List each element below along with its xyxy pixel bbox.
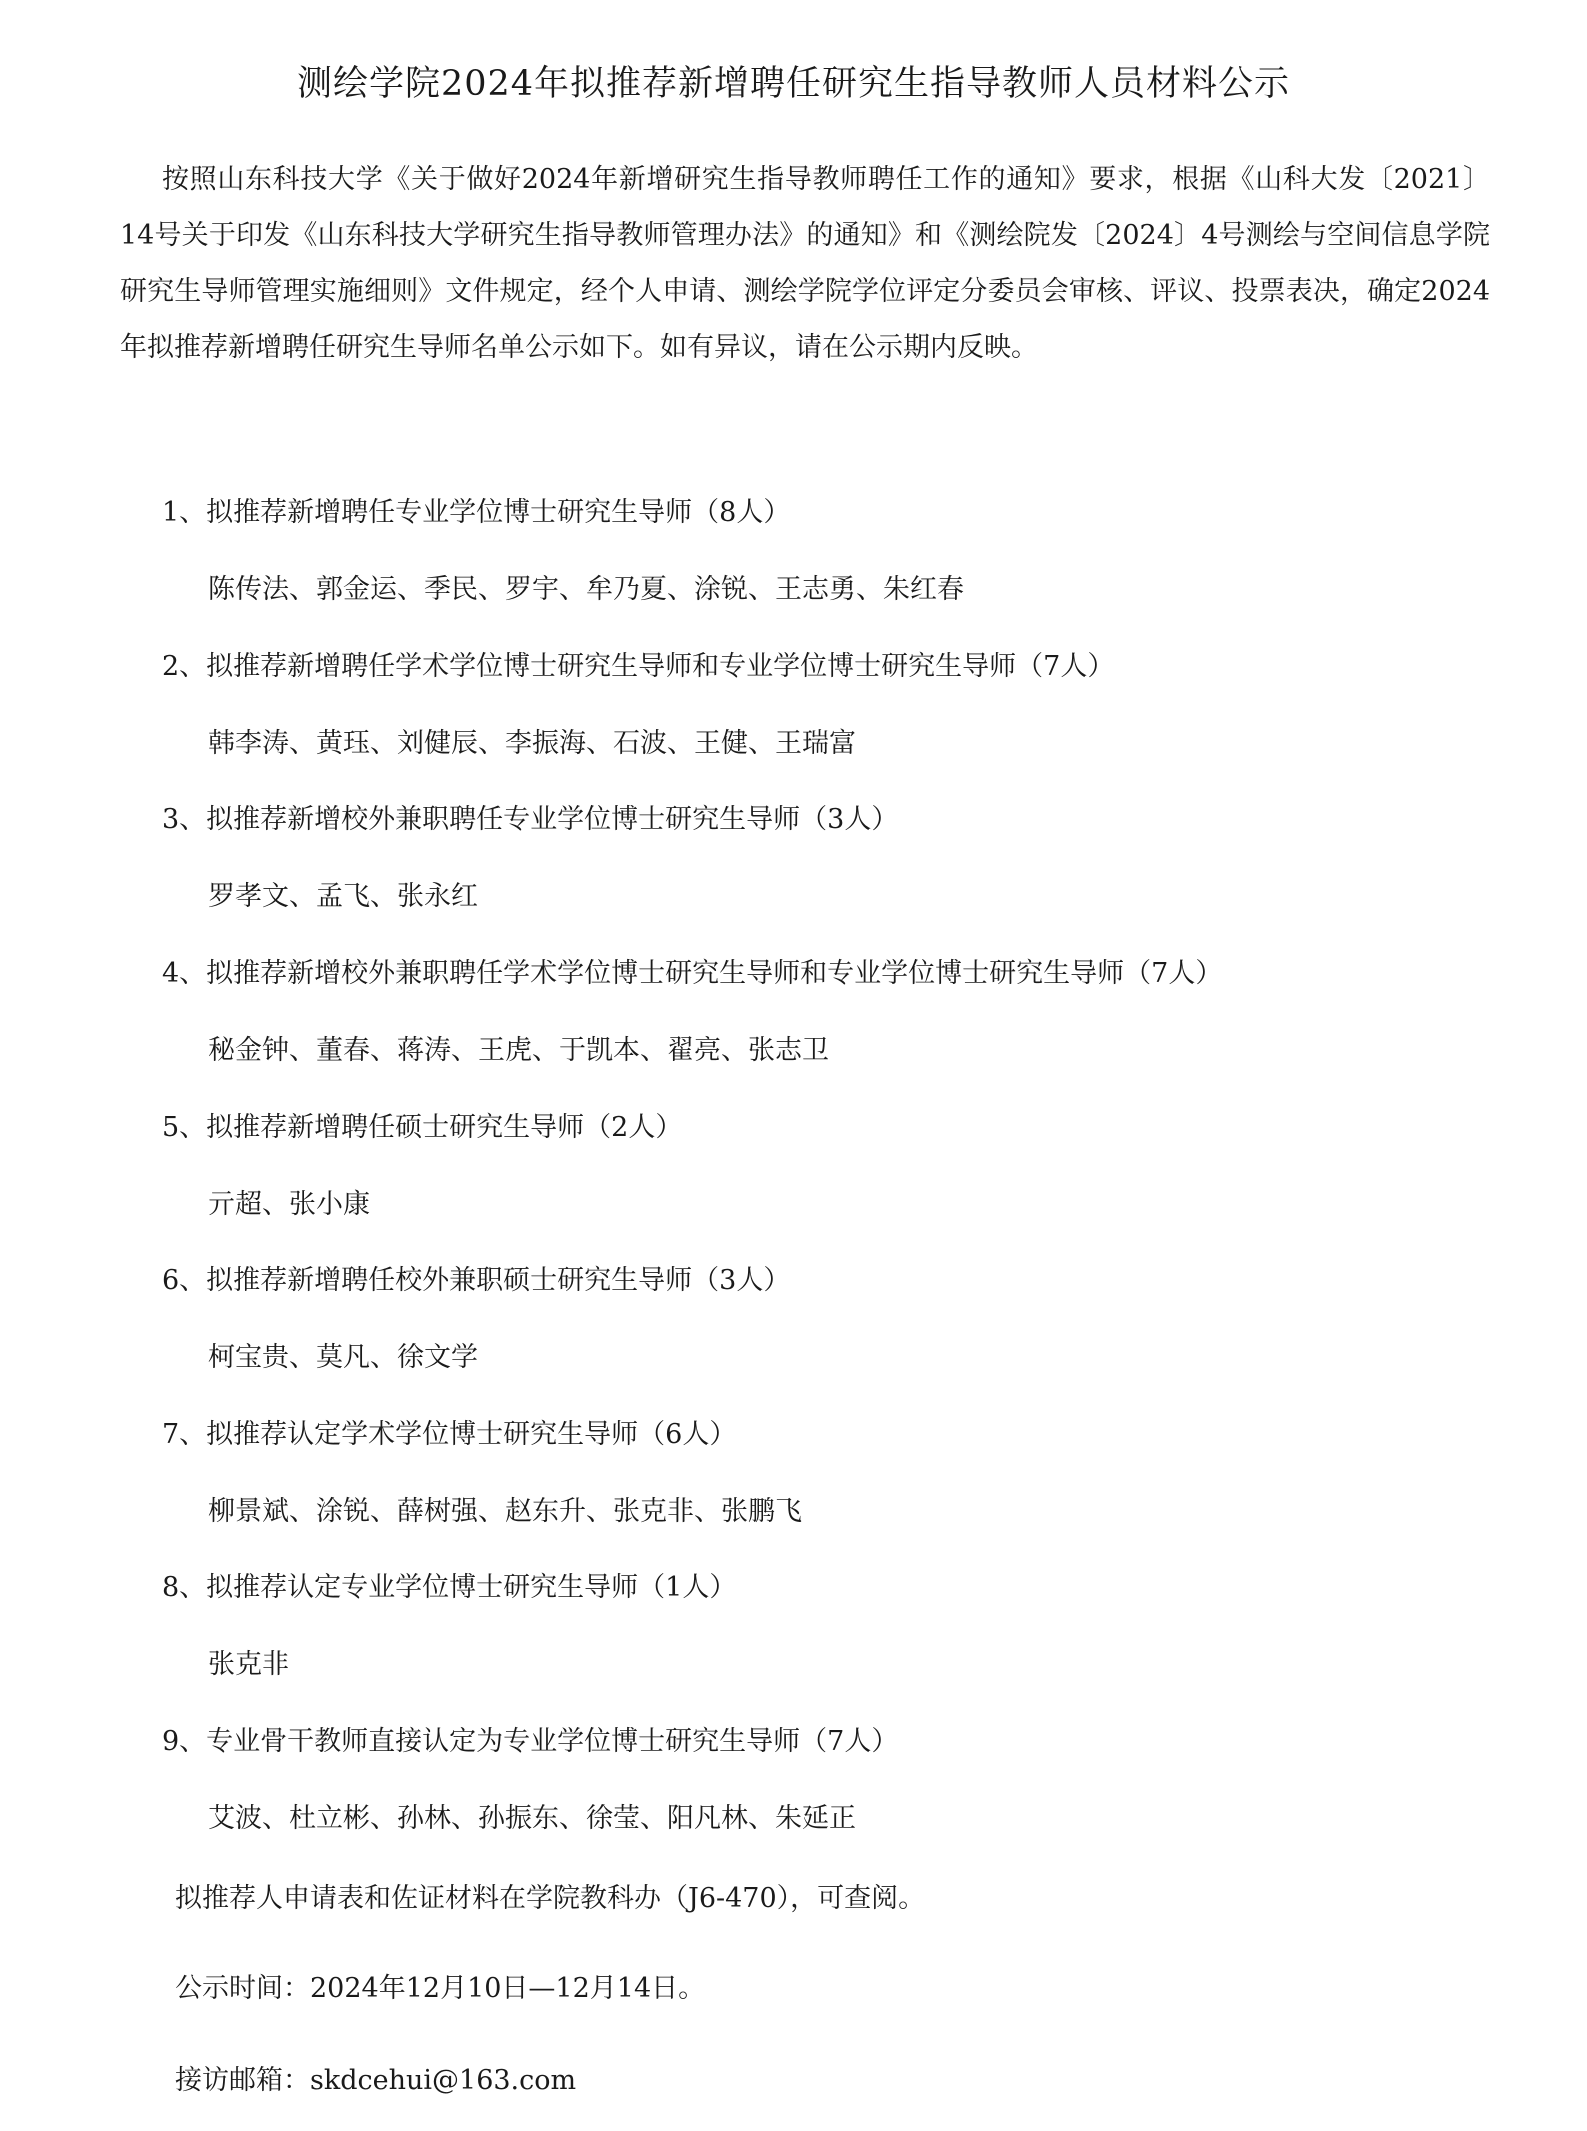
list-item-heading: 4、拟推荐新增校外兼职聘任学术学位博士研究生导师和专业学位博士研究生导师（7人） [162, 958, 1223, 989]
list-item-heading: 7、拟推荐认定学术学位博士研究生导师（6人） [162, 1419, 737, 1450]
list-item-names: 秘金钟、董春、蒋涛、王虎、于凯本、翟亮、张志卫 [208, 1035, 829, 1066]
list-item-heading: 8、拟推荐认定专业学位博士研究生导师（1人） [162, 1572, 737, 1603]
list-item-heading: 3、拟推荐新增校外兼职聘任专业学位博士研究生导师（3人） [162, 804, 899, 835]
list-item-names: 韩李涛、黄珏、刘健辰、李振海、石波、王健、王瑞富 [208, 728, 856, 759]
list-item-names: 柯宝贵、莫凡、徐文学 [208, 1342, 478, 1373]
list-item-heading: 9、专业骨干教师直接认定为专业学位博士研究生导师（7人） [162, 1726, 899, 1757]
list-item-heading: 6、拟推荐新增聘任校外兼职硕士研究生导师（3人） [162, 1265, 791, 1296]
notice-time: 公示时间：2024年12月10日—12月14日。 [175, 1973, 706, 2004]
list-item-heading: 5、拟推荐新增聘任硕士研究生导师（2人） [162, 1112, 683, 1143]
materials-note: 拟推荐人申请表和佐证材料在学院教科办（J6-470），可查阅。 [175, 1883, 926, 1914]
list-item-heading: 1、拟推荐新增聘任专业学位博士研究生导师（8人） [162, 497, 791, 528]
contact-email: 接访邮箱：skdcehui@163.com [175, 2065, 577, 2096]
list-item-names: 柳景斌、涂锐、薛树强、赵东升、张克非、张鹏飞 [208, 1496, 802, 1527]
page-title: 测绘学院2024年拟推荐新增聘任研究生指导教师人员材料公示 [296, 64, 1291, 104]
intro-paragraph: 按照山东科技大学《关于做好2024年新增研究生指导教师聘任工作的通知》要求，根据《山科大发〔2021〕14号关于印发《山东科技大学研究生指导教师管理办法》的通知》和《测绘院发〔2024〕4号测绘与空间信息学院研究生导师管理实施细则》文件规定，经个人申请、测绘学院学位评定分委员会审核、评议、投票表决，确定2024年拟推荐新增聘任研究生导师名单公示如下。如有异议，请在公示期内反映。 [120, 164, 1490, 363]
list-item-names: 亓超、张小康 [208, 1189, 370, 1220]
list-item-names: 陈传法、郭金运、季民、罗宇、牟乃夏、涂锐、王志勇、朱红春 [208, 574, 964, 605]
list-item-heading: 2、拟推荐新增聘任学术学位博士研究生导师和专业学位博士研究生导师（7人） [162, 651, 1115, 682]
list-item-names: 罗孝文、孟飞、张永红 [208, 881, 478, 912]
list-item-names: 艾波、杜立彬、孙林、孙振东、徐莹、阳凡林、朱延正 [208, 1803, 856, 1834]
list-item-names: 张克非 [208, 1649, 289, 1680]
